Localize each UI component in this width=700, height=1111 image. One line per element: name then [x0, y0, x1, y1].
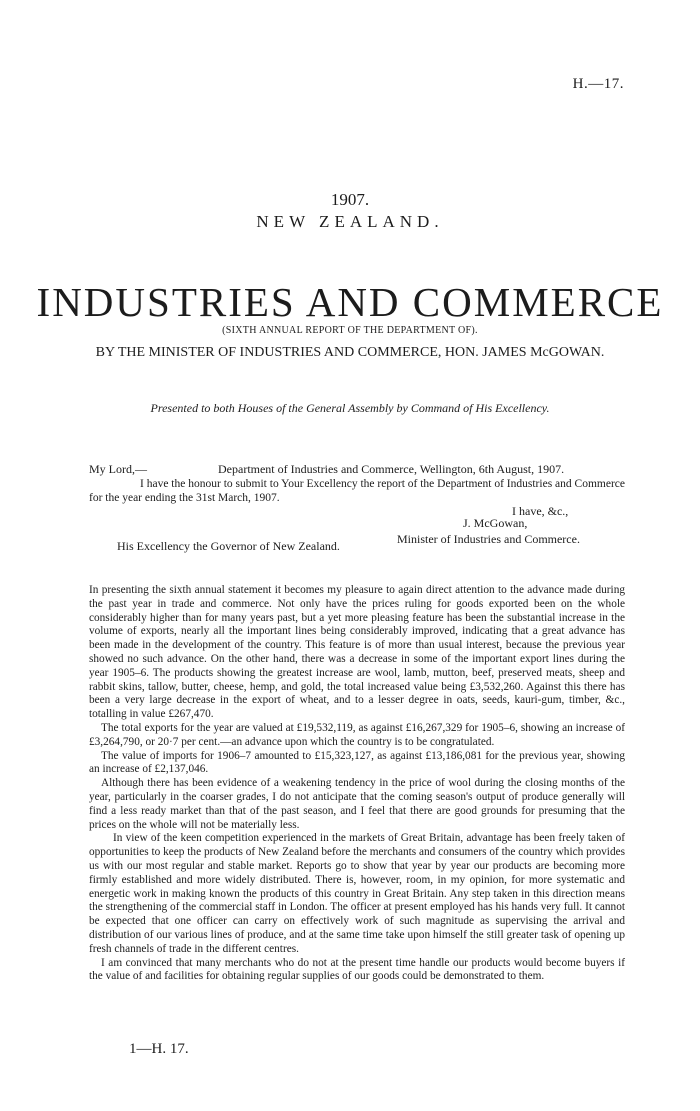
report-year: 1907.	[330, 190, 370, 209]
letter-department-line: Department of Industries and Commerce, Wellington, 6th August, 1907.	[218, 462, 565, 476]
subtitle: (SIXTH ANNUAL REPORT OF THE DEPARTMENT OF).	[222, 325, 478, 336]
report-paragraph: Although there has been evidence of a weakening tendency in the price of wool during the closing months of the year, particularly in the coarser grades, I do not anticipate that the coming season's output of produce generally will find a less ready market than that of the past season, and I feel that there are good grounds for presuming that the prices on the whole will not be materially less.	[89, 777, 625, 831]
letter-closing: I have, &c.,	[512, 504, 569, 518]
header-reference: H.—17.	[572, 76, 624, 92]
report-body	[89, 584, 625, 984]
report-paragraph: The total exports for the year are valued at £19,532,119, as against £16,267,329 for 1905–6, showing an increase of £3,264,790, or 20·7 per cent.—an advance upon which the country is to be congratulated.	[89, 721, 625, 748]
footer-reference: 1—H. 17.	[129, 1041, 189, 1057]
report-paragraph: In presenting the sixth annual statement it becomes my pleasure to again direct attention to the advance made during the past year in trade and commerce. Not only have the prices ruling for goods exported been on the whole considerably higher than for many years past, but a yet more pleasing feature has been the substantial increase in the volume of exports, nearly all the important lines being considerably improved, indicating that a great advance has been made in the development of the country. This feature is of more than usual interest, because the previous year showed no such advance. On the other hand, there was a decrease in some of the important export lines during the year 1905–6. The products showing the greatest increase are wool, lamb, mutton, beef, preserved meats, sheep and rabbit skins, tallow, butter, cheese, hemp, and gold, the total increased value being £3,532,260. Against this there has been a very large decrease in the export of wheat, and to a lesser degree in oats, seeds, kauri-gum, timber, &c., totalling in value £267,470.	[89, 584, 625, 721]
report-paragraph: I am convinced that many merchants who do not at the present time handle our products would become buyers if the value of and facilities for obtaining regular supplies of our goods could be demonstrated to them.	[89, 956, 625, 983]
by-line: BY THE MINISTER OF INDUSTRIES AND COMMERCE, HON. JAMES McGOWAN.	[95, 345, 605, 360]
letter-signatory-title: Minister of Industries and Commerce.	[397, 532, 580, 546]
report-paragraph: In view of the keen competition experienced in the markets of Great Britain, advantage has been freely taken of opportunities to keep the products of New Zealand before the merchants and consumers of the country which provides us with our most regular and stable market. Reports go to show that year by year our products are becoming more firmly established and more widely distributed. There is, however, room, in my opinion, for more systematic and energetic work in making known the products of this country in Great Britain. Any step taken in this direction means the strengthening of the commercial staff in London. The officer at present employed has his hands very full. It cannot be expected that one officer can carry on effectively work of such magnitude as supervising the arrival and distribution of our various lines of produce, and at the same time take upon himself the still greater task of opening up fresh channels of trade in the different centres.	[89, 832, 625, 955]
letter-body: I have the honour to submit to Your Excellency the report of the Department of Industries and Commerce for the year ending the 31st March, 1907.	[89, 478, 625, 504]
letter-addressee: His Excellency the Governor of New Zealand.	[117, 539, 340, 553]
letter-salutation: My Lord,—	[89, 462, 147, 476]
letter-signatory: J. McGowan,	[463, 516, 528, 530]
country-heading: NEW ZEALAND.	[256, 212, 444, 231]
report-paragraph: The value of imports for 1906–7 amounted to £15,323,127, as against £13,186,081 for the previous year, showing an increase of £2,137,046.	[89, 749, 625, 776]
presented-line: Presented to both Houses of the General Assembly by Command of His Excellency.	[150, 401, 550, 415]
main-title: INDUSTRIES AND COMMERCE	[36, 279, 664, 325]
